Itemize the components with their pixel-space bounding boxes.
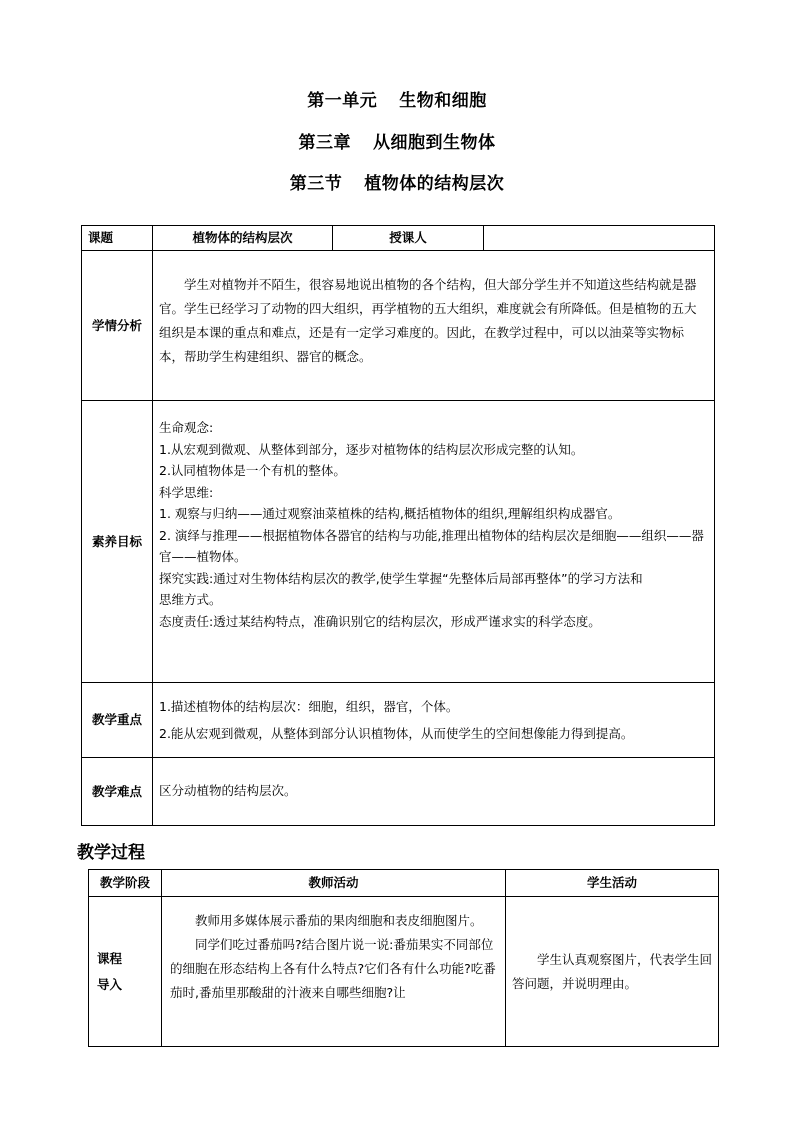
- teacher-paragraph: 教师用多媒体展示番茄的果肉细胞和表皮细胞图片。: [195, 913, 483, 928]
- key-points-label: 教学重点: [82, 683, 153, 758]
- teacher-value: [484, 226, 715, 251]
- goals-line: 思维方式。: [159, 592, 222, 607]
- goals-line: 科学思维:: [159, 484, 214, 500]
- student-activity-header: 学生活动: [506, 870, 719, 897]
- analysis-row: [82, 251, 715, 401]
- unit-number: 第一单元: [307, 91, 378, 111]
- goals-row: [82, 401, 715, 683]
- topic-row: [82, 226, 715, 251]
- stage-line: 导入: [97, 976, 123, 992]
- goals-line: 2.认同植物体是一个有机的整体。: [159, 463, 346, 478]
- goals-cell: [153, 401, 715, 683]
- key-point-line: 1.描述植物体的结构层次：细胞，组织，器官，个体。: [159, 699, 459, 714]
- key-point-line: 2.能从宏观到微观，从整体到部分认识植物体，从而使学生的空间想像能力得到提高。: [159, 726, 634, 741]
- difficulty-row: [82, 758, 715, 826]
- analysis-label: 学情分析: [82, 251, 153, 401]
- teacher-activity-cell: [162, 897, 506, 1047]
- student-text: 学生认真观察图片，代表学生回答问题，并说明理由。: [512, 951, 713, 991]
- key-points-cell: [153, 683, 715, 758]
- difficulty-text: 区分动植物的结构层次。: [153, 758, 715, 826]
- unit-heading: [0, 86, 794, 111]
- analysis-cell: [153, 251, 715, 401]
- goals-label: 素养目标: [82, 401, 153, 683]
- student-activity-cell: [506, 897, 719, 1047]
- difficulty-label: 教学难点: [82, 758, 153, 826]
- goals-line: 2. 演绎与推理——根据植物体各器官的结构与功能,推理出植物体的结构层次是细胞——组织——器官——植物体。: [159, 527, 704, 564]
- teaching-process-table: [88, 869, 719, 1047]
- goals-line: 1.从宏观到微观、从整体到部分，逐步对植物体的结构层次形成完整的认知。: [159, 441, 584, 457]
- stage-cell: [89, 897, 162, 1047]
- goals-line: 探究实践:通过对生物体结构层次的教学,使学生掌握“先整体后局部再整体”的学习方法和: [159, 570, 643, 586]
- key-points-row: [82, 683, 715, 758]
- section-number: 第三节: [289, 174, 343, 194]
- topic-label: 课题: [82, 226, 153, 251]
- chapter-number: 第三章: [298, 133, 351, 153]
- intro-row: [89, 897, 719, 1047]
- chapter-title: 从细胞到生物体: [373, 133, 496, 153]
- lesson-info-table: [81, 225, 715, 826]
- process-header-row: [89, 870, 719, 897]
- teacher-label: 授课人: [333, 226, 484, 251]
- goals-line: 态度责任:透过某结构特点，准确识别它的结构层次，形成严谨求实的科学态度。: [159, 613, 601, 629]
- topic-value: 植物体的结构层次: [153, 226, 333, 251]
- section-title: 植物体的结构层次: [364, 174, 505, 194]
- process-title: 教学过程: [77, 843, 145, 863]
- teacher-activity-header: 教师活动: [162, 870, 506, 897]
- teacher-paragraph: 同学们吃过番茄吗?结合图片说一说:番茄果实不同部位的细胞在形态结构上各有什么特点?它们各有什么功能?吃番茄时,番茄里那酸甜的汁液来自哪些细胞?让: [170, 937, 496, 1000]
- analysis-text: 学生对植物并不陌生，很容易地说出植物的各个结构，但大部分学生并不知道这些结构就是器官。学生已经学习了动物的四大组织，再学植物的五大组织，难度就会有所降低。但是植物的五大组织是本课的重点和难点，还是有一定学习难度的。因此，在教学过程中，可以以油菜等实物标本，帮助学生构建组织、器官的概念。: [159, 276, 697, 364]
- chapter-heading: [0, 128, 794, 153]
- stage-line: 课程: [97, 950, 123, 966]
- stage-header: 教学阶段: [89, 870, 162, 897]
- unit-title: 生物和细胞: [399, 91, 487, 111]
- goals-line: 生命观念:: [159, 420, 214, 435]
- goals-line: 1. 观察与归纳——通过观察油菜植株的结构,概括植物体的组织,理解组织构成器官。: [159, 506, 621, 521]
- section-heading: [0, 169, 794, 194]
